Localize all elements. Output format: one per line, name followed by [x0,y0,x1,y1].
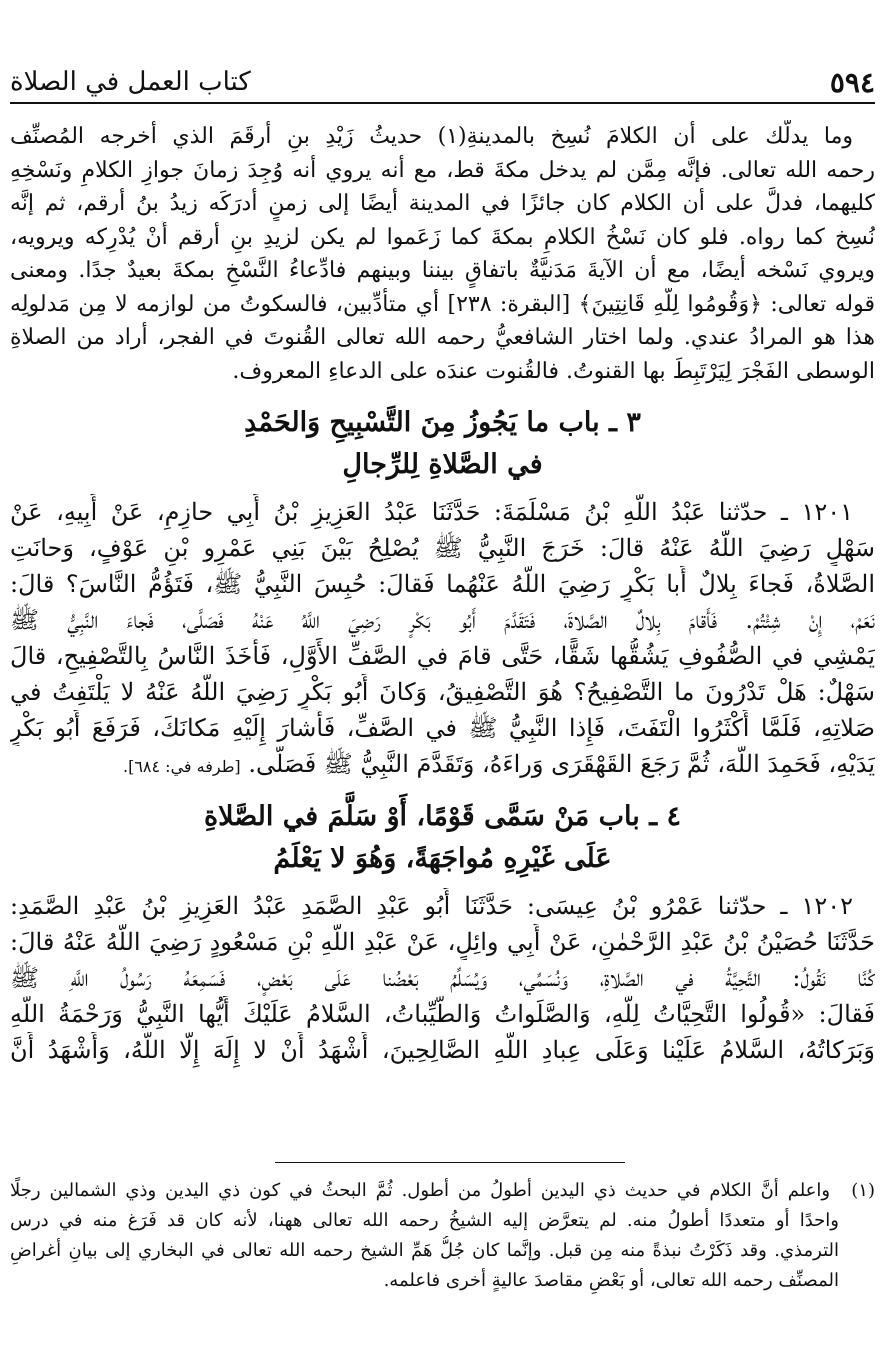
hadith-1202 [10,888,875,1068]
text-line: الوسطى الفَجْرَ لِيَرْتَبِطَ بها القنوتُ. فالقُنوت عندَه على الدعاءِ المعروف. [232,358,875,384]
chapter-heading [10,796,875,880]
hadith-line: سَهْلٍ رَضِيَ اللَّهُ عَنْهُ قالَ: خَرَجَ النَّبِيُّ ﷺ يُصْلِحُ بَيْنَ بَنِي عَمْرِو بْنِ عَوْفٍ، وَحانَتِ [10,534,875,562]
chapter-title-line: في الصَّلاةِ لِلرِّجالِ [342,449,543,480]
text-line: وما يدلُّك على أن الكلامَ نُسِخ بالمدينةِ(١) حديثُ زَيْدِ بنِ أرقَمَ الذي أخرجه المُصنِّف [10,124,853,149]
hadith-line [10,746,875,782]
hadith-line: كُنَّا نَقُولُ: التَّحِيَّةُ في الصَّلاةِ، وَنُسَمِّي، وَيُسَلِّمُ بَعْضُنا عَلَى بَعْضٍ، فَسَمِعَهُ رَسُولُ اللَّهِ ﷺ [10,964,875,992]
commentary-paragraph [10,120,875,388]
footnote-line: المصنِّف رحمه الله تعالى، أو بَعْضِ مقاصدَ عاليةٍ أخرى فاعلمه. [383,1270,839,1291]
hadith-line: يَمْشِي في الصُّفُوفِ يَشُقُّها شَقًّا، حَتَّى قامَ في الصَّفِّ الأَوَّلِ، فَأَخَذَ النَّاسُ بِالتَّصْفِيحِ، قالَ [10,642,875,670]
hadith-line: الصَّلاةُ، فَجاءَ بِلالٌ أَبا بَكْرٍ رَضِيَ اللَّهُ عَنْهُما فَقالَ: حُبِسَ النَّبِيُّ ﷺ، فَتَؤُمُّ النَّاسَ؟ قالَ: [10,570,875,598]
chapter-title-line: ٣ ـ باب ما يَجُوزُ مِنَ التَّسْبِيحِ وَالحَمْدِ [244,407,641,438]
text-line: نُسِخ كما رواه. فلو كان نَسْخُ الكلامِ بمكةَ كما زَعَموا لم يكن لزيدِ بنِ أرقم أَنْ يُدْرِكه ويرويه، [10,224,875,250]
text-line: رحمه الله تعالى. فإنَّه مِمَّن لم يدخل مكةَ قط، مع أنه يروي أنه وُجِدَ زمانَ جوازِ الكلامِ ونَسْخِهِ [10,157,875,183]
hadith-line: صَلاتِهِ، فَلَمَّا أَكْثَرُوا الْتَفَتَ، فَإِذا النَّبِيُّ ﷺ في الصَّفِّ، فَأَشارَ إِلَيْهِ مَكانَكَ، فَرَفَعَ أَبُو بَكْرٍ [10,714,875,742]
running-title: كتاب العمل في الصلاة [10,67,251,97]
text-line: قوله تعالى: ﴿وَقُومُوا لِلَّهِ قَانِتِينَ﴾ [البقرة: ٢٣٨] أي متأدِّبين، فالسكوتُ من لوازمه لا مِن مَدلولِه [10,291,875,317]
page-number: ٥٩٤ [829,65,875,99]
hadith-line: حَدَّثَنَا حُصَيْنُ بْنُ عَبْدِ الرَّحْمٰنِ، عَنْ أَبِي وائِلٍ، عَنْ عَبْدِ اللَّهِ بْنِ مَسْعُودٍ رَضِيَ اللَّهُ عَنْهُ قالَ: [10,928,875,956]
footnote-marker: (١) [851,1180,875,1201]
footnote-line: واحدًا أو متعددًا أطولُ منه. لم يتعرَّض إليه الشيخُ رحمه الله تعالى ههنا، لأنه كان قد فَرَغ منه في درس [10,1210,839,1231]
footnote-text: واعلم أنَّ الكلام في حديث ذي اليدين أطولُ من أطول. ثُمَّ البحثُ في كون ذي اليدين وذي الشمالين رجلًا [10,1180,831,1201]
hadith-1201 [10,494,875,782]
hadith-line: ١٢٠٢ ـ حدّثنا عَمْرُو بْنُ عِيسَى: حَدَّثَنَا أَبُو عَبْدِ الصَّمَدِ عَبْدُ العَزِيزِ بْنُ عَبْدِ الصَّمَدِ: [10,892,853,920]
hadith-line: ١٢٠١ ـ حدّثنا عَبْدُ اللَّهِ بْنُ مَسْلَمَةَ: حَدَّثَنَا عَبْدُ العَزِيزِ بْنُ أَبِي حازِمٍ، عَنْ أَبِيهِ، عَنْ [10,498,853,526]
text-line: ويروي نَسْخه أيضًا، مع أن الآيةَ مَدَنيَّةٌ باتفاقٍ بيننا وبينهم فادِّعاءُ النَّسْخِ بمكةَ بعيدٌ جدًا. ومعنى [10,258,875,283]
hadith-line: فَقالَ: «قُولُوا التَّحِيَّاتُ لِلَّهِ، وَالصَّلَواتُ وَالطَّيِّباتُ، السَّلامُ عَلَيْكَ أَيُّها النَّبِيُّ وَرَحْمَةُ اللَّهِ [10,1000,875,1028]
footnote-line [10,1176,875,1206]
hadith-line-text: يَدَيْهِ، فَحَمِدَ اللَّهَ، ثُمَّ رَجَعَ القَهْقَرَى وَراءَهُ، وَتَقَدَّمَ النَّبِيُّ ﷺ فَصَلَّى. [248,750,875,778]
hadith-line: وَبَرَكاتُهُ، السَّلامُ عَلَيْنا وَعَلَى عِبادِ اللَّهِ الصَّالِحِينَ، أَشْهَدُ أَنْ لا إِلَهَ إِلَّا اللَّهُ، وَأَشْهَدُ أَنَّ [10,1036,875,1064]
page-header [10,62,875,104]
chapter-heading [10,402,875,486]
footnote-separator [275,1162,625,1163]
footnote-line: الترمذي. وقد ذَكَرْتُ نبذةً منه مِن قبل. وإنَّما كان جُلُّ هَمِّ الشيخ رحمه الله تعالى في البخاري إلى بيانِ أغراضِ [10,1240,839,1261]
chapter-title-line: عَلَى غَيْرِهِ مُواجَهَةً، وَهُوَ لا يَعْلَمُ [273,843,612,874]
cross-reference: [طرفه في: ٦٨٤]. [122,757,241,776]
hadith-line: سَهْلٌ: هَلْ تَدْرُونَ ما التَّصْفِيحُ؟ هُوَ التَّصْفِيقُ، وَكانَ أَبُو بَكْرٍ رَضِيَ اللَّهُ عَنْهُ لا يَلْتَفِتُ في [10,678,875,706]
text-line: كليهما، فدلَّ على أن الكلام كان جائزًا في المدينة أيضًا إلى زمنٍ أدرَكَه زيدُ بنُ أرقم، ثم إنَّه [10,191,875,216]
footnotes [10,1176,875,1296]
page-body [10,120,875,1068]
text-line: هذا هو المرادُ عندي. ولما اختار الشافعيُّ رحمه الله تعالى القُنوتَ في الفجر، أراد من الصلاةِ [10,325,875,350]
chapter-title-line: ٤ ـ باب مَنْ سَمَّى قَوْمًا، أَوْ سَلَّمَ في الصَّلاةِ [203,801,682,832]
hadith-line: نَعَمْ، إِنْ شِئْتُمْ. فَأَقامَ بِلالٌ الصَّلاةَ، فَتَقَدَّمَ أَبُو بَكْرٍ رَضِيَ اللَّهُ عَنْهُ فَصَلَّى، فَجاءَ النَّبِيُّ ﷺ [10,606,875,634]
